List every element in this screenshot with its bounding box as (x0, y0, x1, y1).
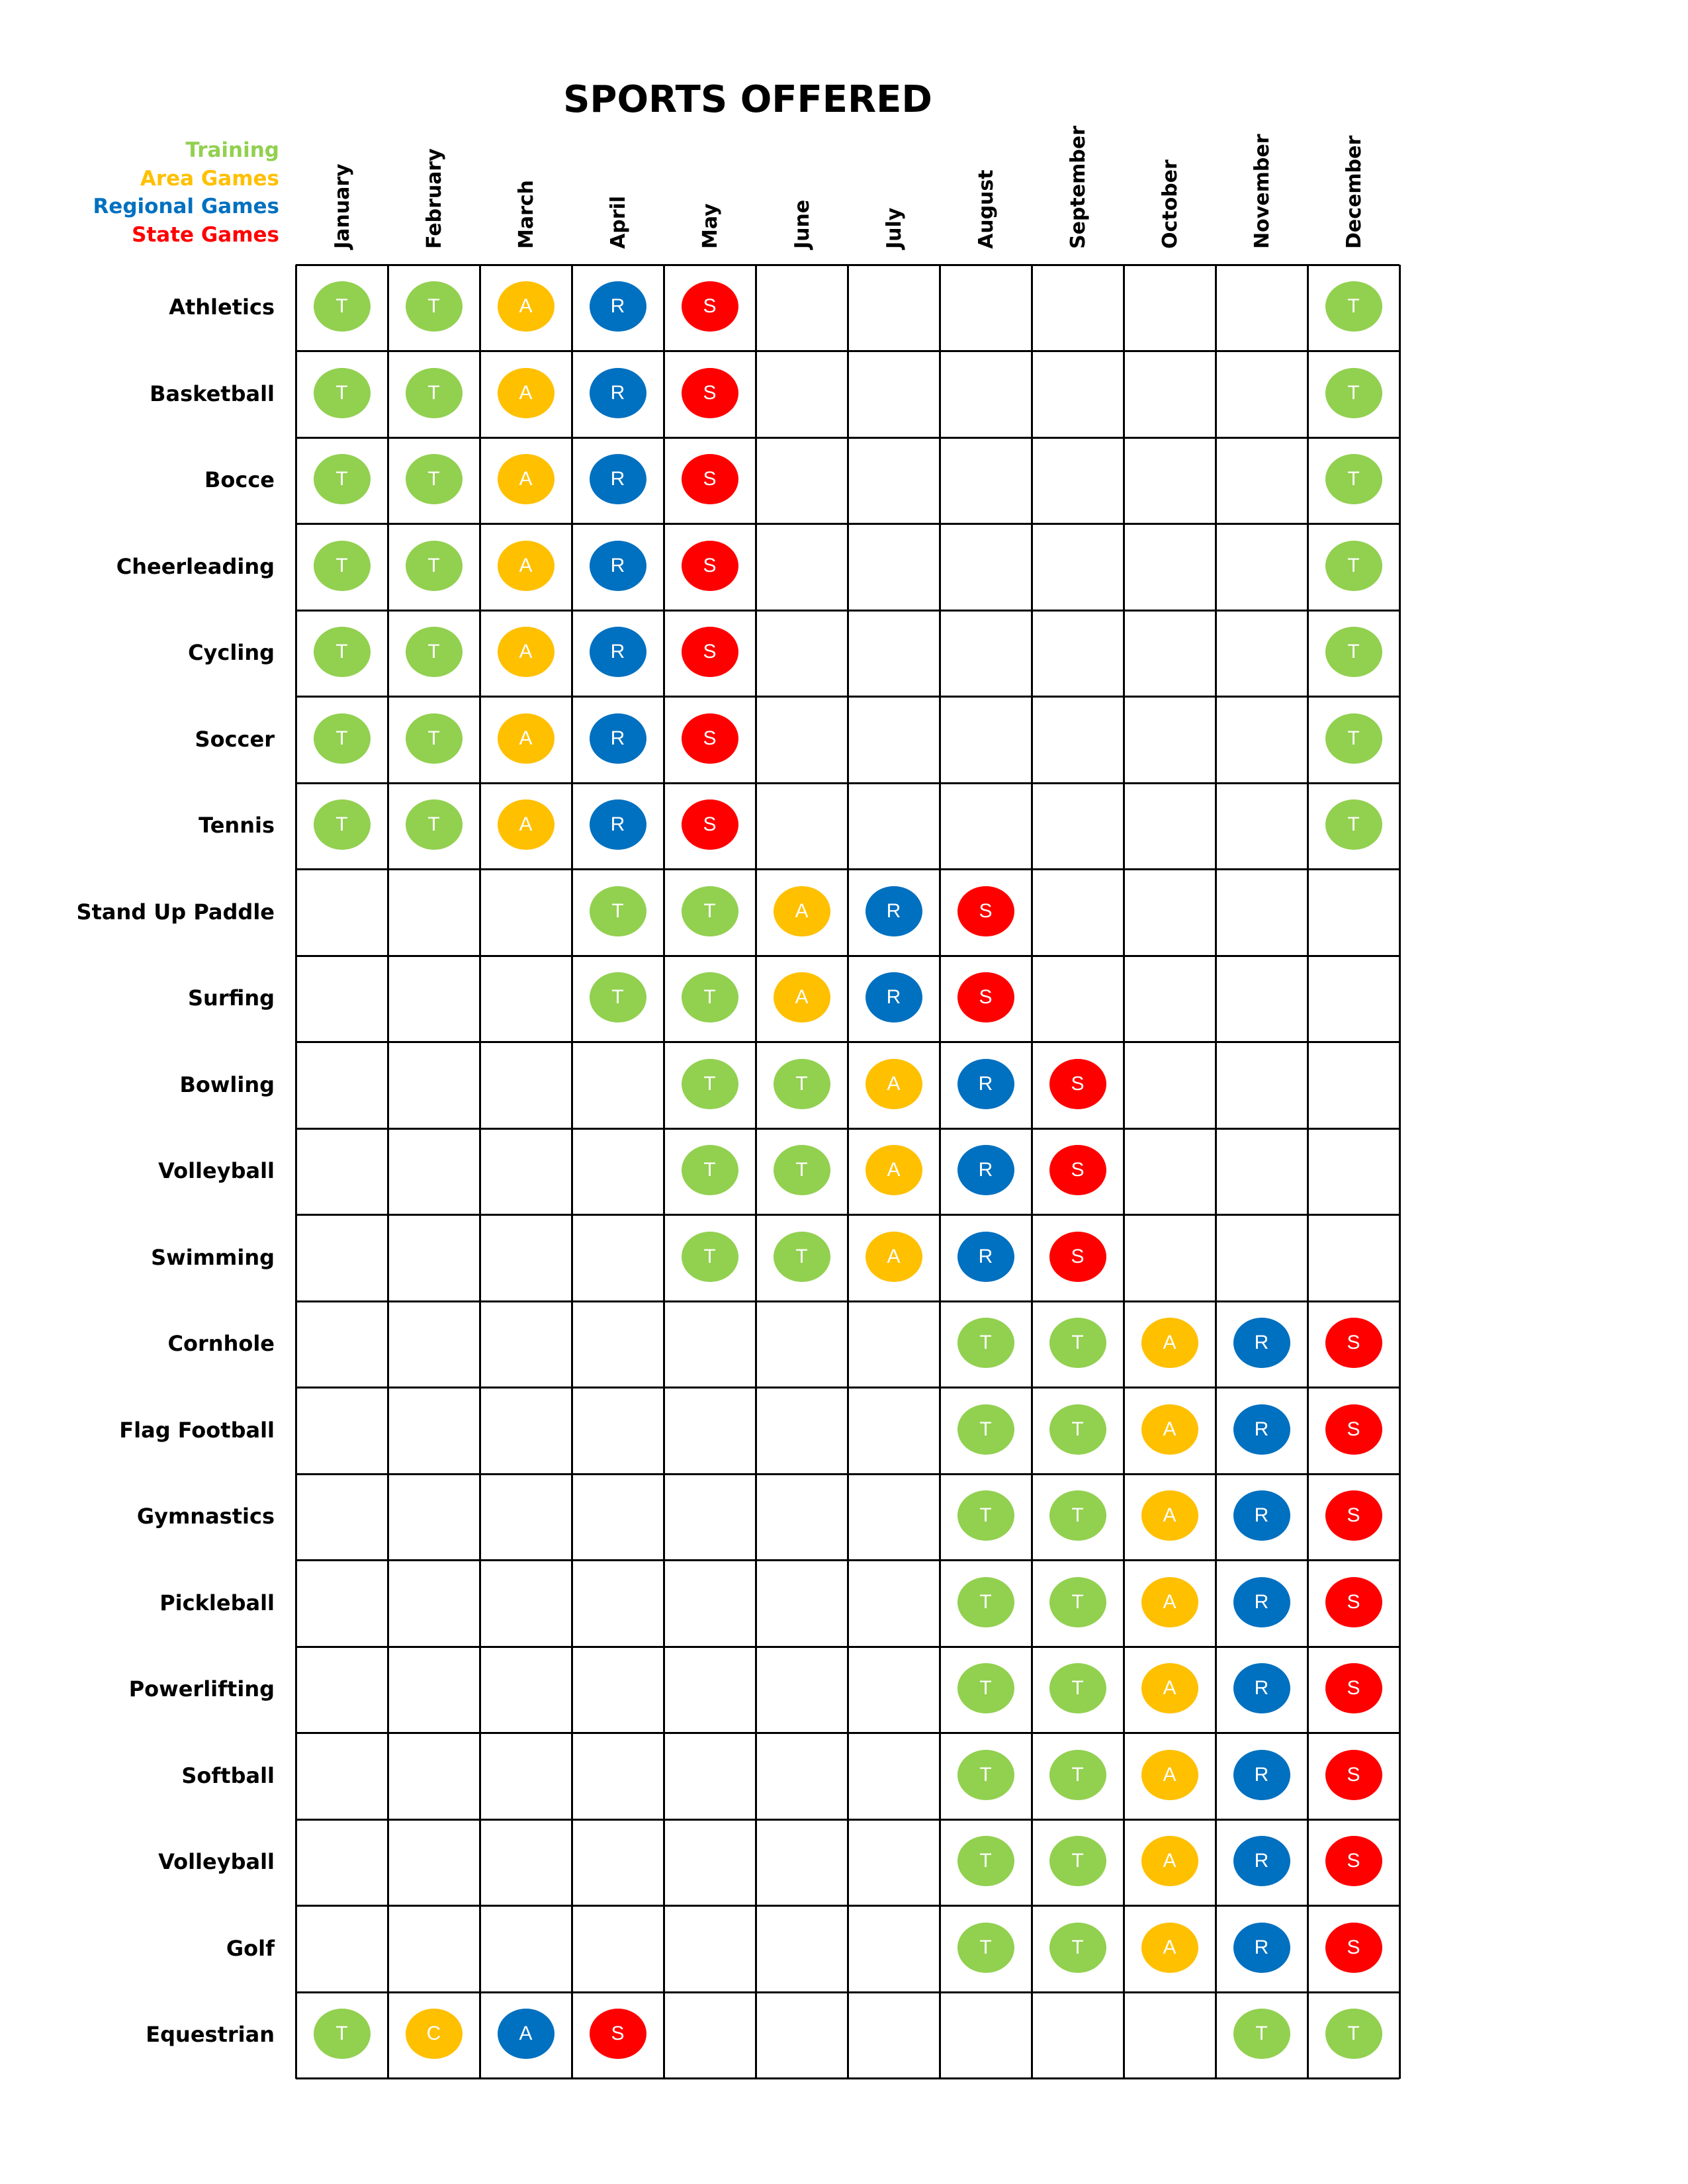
sport-label-soccer: Soccer (195, 726, 275, 752)
dot-soccer-march: A (498, 713, 555, 764)
grid-hline (296, 1991, 1399, 1993)
dot-bocce-december: T (1325, 454, 1382, 504)
month-december: December (1342, 135, 1366, 249)
dot-athletics-january: T (314, 281, 371, 332)
dot-softball-december: S (1325, 1750, 1382, 1800)
month-september: September (1066, 126, 1090, 249)
dot-gymnastics-august: T (957, 1490, 1014, 1541)
dot-cheerleading-may: S (682, 541, 738, 591)
sport-label-gymnastics: Gymnastics (136, 1504, 275, 1529)
dot-gymnastics-november: R (1233, 1490, 1290, 1541)
dot-cycling-december: T (1325, 627, 1382, 677)
dot-tennis-february: T (406, 799, 463, 850)
sport-label-pickleball: Pickleball (159, 1590, 275, 1615)
grid-hline (296, 1559, 1399, 1561)
dot-swimming-may: T (682, 1232, 738, 1282)
sport-label-golf: Golf (226, 1935, 275, 1961)
grid-vline (755, 265, 757, 2079)
dot-basketball-march: A (498, 368, 555, 418)
page-title: SPORTS OFFERED (563, 78, 932, 121)
dot-softball-august: T (957, 1750, 1014, 1800)
dot-flag-football-november: R (1233, 1404, 1290, 1455)
month-may: May (698, 203, 722, 249)
dot-basketball-january: T (314, 368, 371, 418)
dot-bowling-september: S (1049, 1059, 1106, 1109)
sport-label-flag-football: Flag Football (119, 1417, 275, 1443)
month-april: April (606, 195, 630, 249)
dot-athletics-december: T (1325, 281, 1382, 332)
grid-hline (296, 1473, 1399, 1475)
sport-label-volleyball: Volleyball (158, 1158, 275, 1184)
grid-vline (1399, 265, 1401, 2079)
grid-hline (296, 1214, 1399, 1216)
month-march: March (514, 179, 538, 249)
dot-swimming-july: A (866, 1232, 922, 1282)
dot-volleyball-september: S (1049, 1145, 1106, 1195)
grid-hline (296, 1128, 1399, 1130)
dot-stand-up-paddle-june: A (774, 886, 830, 936)
sport-label-cornhole: Cornhole (167, 1331, 275, 1357)
dot-basketball-december: T (1325, 368, 1382, 418)
dot-softball-october: A (1141, 1750, 1198, 1800)
dot-bowling-august: R (957, 1059, 1014, 1109)
sport-label-bowling: Bowling (179, 1071, 275, 1097)
dot-surfing-june: A (774, 972, 830, 1023)
dot-soccer-april: R (590, 713, 646, 764)
legend-state-games: State Games (132, 222, 279, 247)
grid-vline (387, 265, 389, 2079)
dot-soccer-december: T (1325, 713, 1382, 764)
grid-hline (296, 1041, 1399, 1043)
grid-hline (296, 523, 1399, 525)
dot-volleyball-october: A (1141, 1836, 1198, 1886)
sport-label-tennis: Tennis (199, 813, 275, 839)
dot-flag-football-august: T (957, 1404, 1014, 1455)
grid-hline (296, 350, 1399, 352)
dot-volleyball-august: R (957, 1145, 1014, 1195)
dot-softball-november: R (1233, 1750, 1290, 1800)
dot-pickleball-december: S (1325, 1577, 1382, 1627)
grid-hline (296, 696, 1399, 698)
dot-flag-football-september: T (1049, 1404, 1106, 1455)
dot-athletics-april: R (590, 281, 646, 332)
dot-swimming-september: S (1049, 1232, 1106, 1282)
dot-bowling-may: T (682, 1059, 738, 1109)
dot-tennis-april: R (590, 799, 646, 850)
dot-cheerleading-december: T (1325, 541, 1382, 591)
grid-hline (296, 1905, 1399, 1907)
dot-soccer-january: T (314, 713, 371, 764)
dot-bocce-april: R (590, 454, 646, 504)
month-october: October (1158, 159, 1182, 249)
dot-volleyball-july: A (866, 1145, 922, 1195)
grid-hline (296, 868, 1399, 870)
dot-volleyball-december: S (1325, 1836, 1382, 1886)
dot-gymnastics-september: T (1049, 1490, 1106, 1541)
dot-cheerleading-february: T (406, 541, 463, 591)
grid-hline (296, 264, 1399, 266)
dot-cornhole-december: S (1325, 1318, 1382, 1368)
legend-training: Training (185, 138, 279, 162)
dot-athletics-march: A (498, 281, 555, 332)
dot-athletics-february: T (406, 281, 463, 332)
grid-hline (296, 2077, 1399, 2079)
sport-label-athletics: Athletics (169, 295, 275, 320)
dot-surfing-august: S (957, 972, 1014, 1023)
grid-vline (1307, 265, 1309, 2079)
dot-golf-november: R (1233, 1923, 1290, 1973)
dot-cornhole-august: T (957, 1318, 1014, 1368)
sport-label-softball: Softball (181, 1762, 275, 1788)
dot-golf-october: A (1141, 1923, 1198, 1973)
dot-tennis-january: T (314, 799, 371, 850)
dot-cheerleading-january: T (314, 541, 371, 591)
dot-volleyball-november: R (1233, 1836, 1290, 1886)
dot-cycling-march: A (498, 627, 555, 677)
dot-swimming-august: R (957, 1232, 1014, 1282)
dot-surfing-july: R (866, 972, 922, 1023)
month-july: July (882, 207, 906, 249)
grid-hline (296, 1646, 1399, 1648)
dot-equestrian-november: T (1233, 2009, 1290, 2059)
dot-softball-september: T (1049, 1750, 1106, 1800)
dot-cycling-may: S (682, 627, 738, 677)
grid-vline (1123, 265, 1125, 2079)
dot-volleyball-june: T (774, 1145, 830, 1195)
grid-vline (571, 265, 573, 2079)
dot-volleyball-august: T (957, 1836, 1014, 1886)
sport-label-swimming: Swimming (151, 1244, 275, 1270)
dot-bocce-march: A (498, 454, 555, 504)
dot-powerlifting-november: R (1233, 1663, 1290, 1713)
dot-equestrian-april: S (590, 2009, 646, 2059)
dot-athletics-may: S (682, 281, 738, 332)
dot-pickleball-august: T (957, 1577, 1014, 1627)
sport-label-powerlifting: Powerlifting (128, 1676, 275, 1702)
dot-powerlifting-october: A (1141, 1663, 1198, 1713)
dot-stand-up-paddle-april: T (590, 886, 646, 936)
grid-vline (1031, 265, 1033, 2079)
grid-vline (479, 265, 481, 2079)
dot-golf-september: T (1049, 1923, 1106, 1973)
legend-area-games: Area Games (140, 166, 279, 191)
sport-label-surfing: Surfing (187, 985, 275, 1011)
grid-vline (295, 265, 297, 2079)
month-november: November (1250, 134, 1274, 249)
sport-label-stand-up-paddle: Stand Up Paddle (76, 899, 275, 925)
dot-stand-up-paddle-may: T (682, 886, 738, 936)
dot-equestrian-february: C (406, 2009, 463, 2059)
grid-hline (296, 955, 1399, 957)
dot-stand-up-paddle-july: R (866, 886, 922, 936)
sport-label-bocce: Bocce (204, 467, 275, 493)
dot-cornhole-november: R (1233, 1318, 1290, 1368)
dot-basketball-april: R (590, 368, 646, 418)
month-june: June (790, 199, 814, 249)
dot-tennis-march: A (498, 799, 555, 850)
dot-bowling-june: T (774, 1059, 830, 1109)
dot-bocce-february: T (406, 454, 463, 504)
sport-label-volleyball: Volleyball (158, 1849, 275, 1875)
dot-surfing-may: T (682, 972, 738, 1023)
dot-basketball-february: T (406, 368, 463, 418)
grid-hline (296, 1819, 1399, 1821)
dot-gymnastics-december: S (1325, 1490, 1382, 1541)
grid-hline (296, 1387, 1399, 1388)
dot-equestrian-march: A (498, 2009, 555, 2059)
dot-cycling-february: T (406, 627, 463, 677)
grid-vline (663, 265, 665, 2079)
dot-cornhole-september: T (1049, 1318, 1106, 1368)
dot-cycling-april: R (590, 627, 646, 677)
dot-equestrian-december: T (1325, 2009, 1382, 2059)
dot-pickleball-september: T (1049, 1577, 1106, 1627)
grid-vline (847, 265, 849, 2079)
dot-pickleball-october: A (1141, 1577, 1198, 1627)
dot-surfing-april: T (590, 972, 646, 1023)
dot-cornhole-october: A (1141, 1318, 1198, 1368)
dot-golf-december: S (1325, 1923, 1382, 1973)
grid-hline (296, 782, 1399, 784)
dot-basketball-may: S (682, 368, 738, 418)
dot-powerlifting-september: T (1049, 1663, 1106, 1713)
grid-hline (296, 437, 1399, 439)
month-august: August (974, 169, 998, 249)
grid-hline (296, 610, 1399, 612)
dot-pickleball-november: R (1233, 1577, 1290, 1627)
dot-soccer-february: T (406, 713, 463, 764)
dot-bocce-may: S (682, 454, 738, 504)
sport-label-equestrian: Equestrian (146, 2022, 275, 2048)
dot-cycling-january: T (314, 627, 371, 677)
dot-flag-football-october: A (1141, 1404, 1198, 1455)
dot-soccer-may: S (682, 713, 738, 764)
month-january: January (330, 163, 354, 249)
dot-equestrian-january: T (314, 2009, 371, 2059)
grid-vline (1215, 265, 1217, 2079)
dot-powerlifting-august: T (957, 1663, 1014, 1713)
grid-hline (296, 1732, 1399, 1734)
dot-volleyball-may: T (682, 1145, 738, 1195)
dot-tennis-may: S (682, 799, 738, 850)
dot-gymnastics-october: A (1141, 1490, 1198, 1541)
dot-flag-football-december: S (1325, 1404, 1382, 1455)
month-february: February (422, 148, 446, 249)
dot-bowling-july: A (866, 1059, 922, 1109)
dot-bocce-january: T (314, 454, 371, 504)
legend (40, 136, 279, 249)
dot-tennis-december: T (1325, 799, 1382, 850)
dot-volleyball-september: T (1049, 1836, 1106, 1886)
dot-cheerleading-march: A (498, 541, 555, 591)
dot-powerlifting-december: S (1325, 1663, 1382, 1713)
dot-stand-up-paddle-august: S (957, 886, 1014, 936)
dot-swimming-june: T (774, 1232, 830, 1282)
dot-golf-august: T (957, 1923, 1014, 1973)
legend-regional-games: Regional Games (93, 195, 279, 218)
dot-cheerleading-april: R (590, 541, 646, 591)
grid-vline (939, 265, 941, 2079)
sport-label-basketball: Basketball (150, 381, 275, 406)
grid-hline (296, 1300, 1399, 1302)
sport-label-cycling: Cycling (188, 640, 275, 666)
sport-label-cheerleading: Cheerleading (116, 553, 275, 579)
